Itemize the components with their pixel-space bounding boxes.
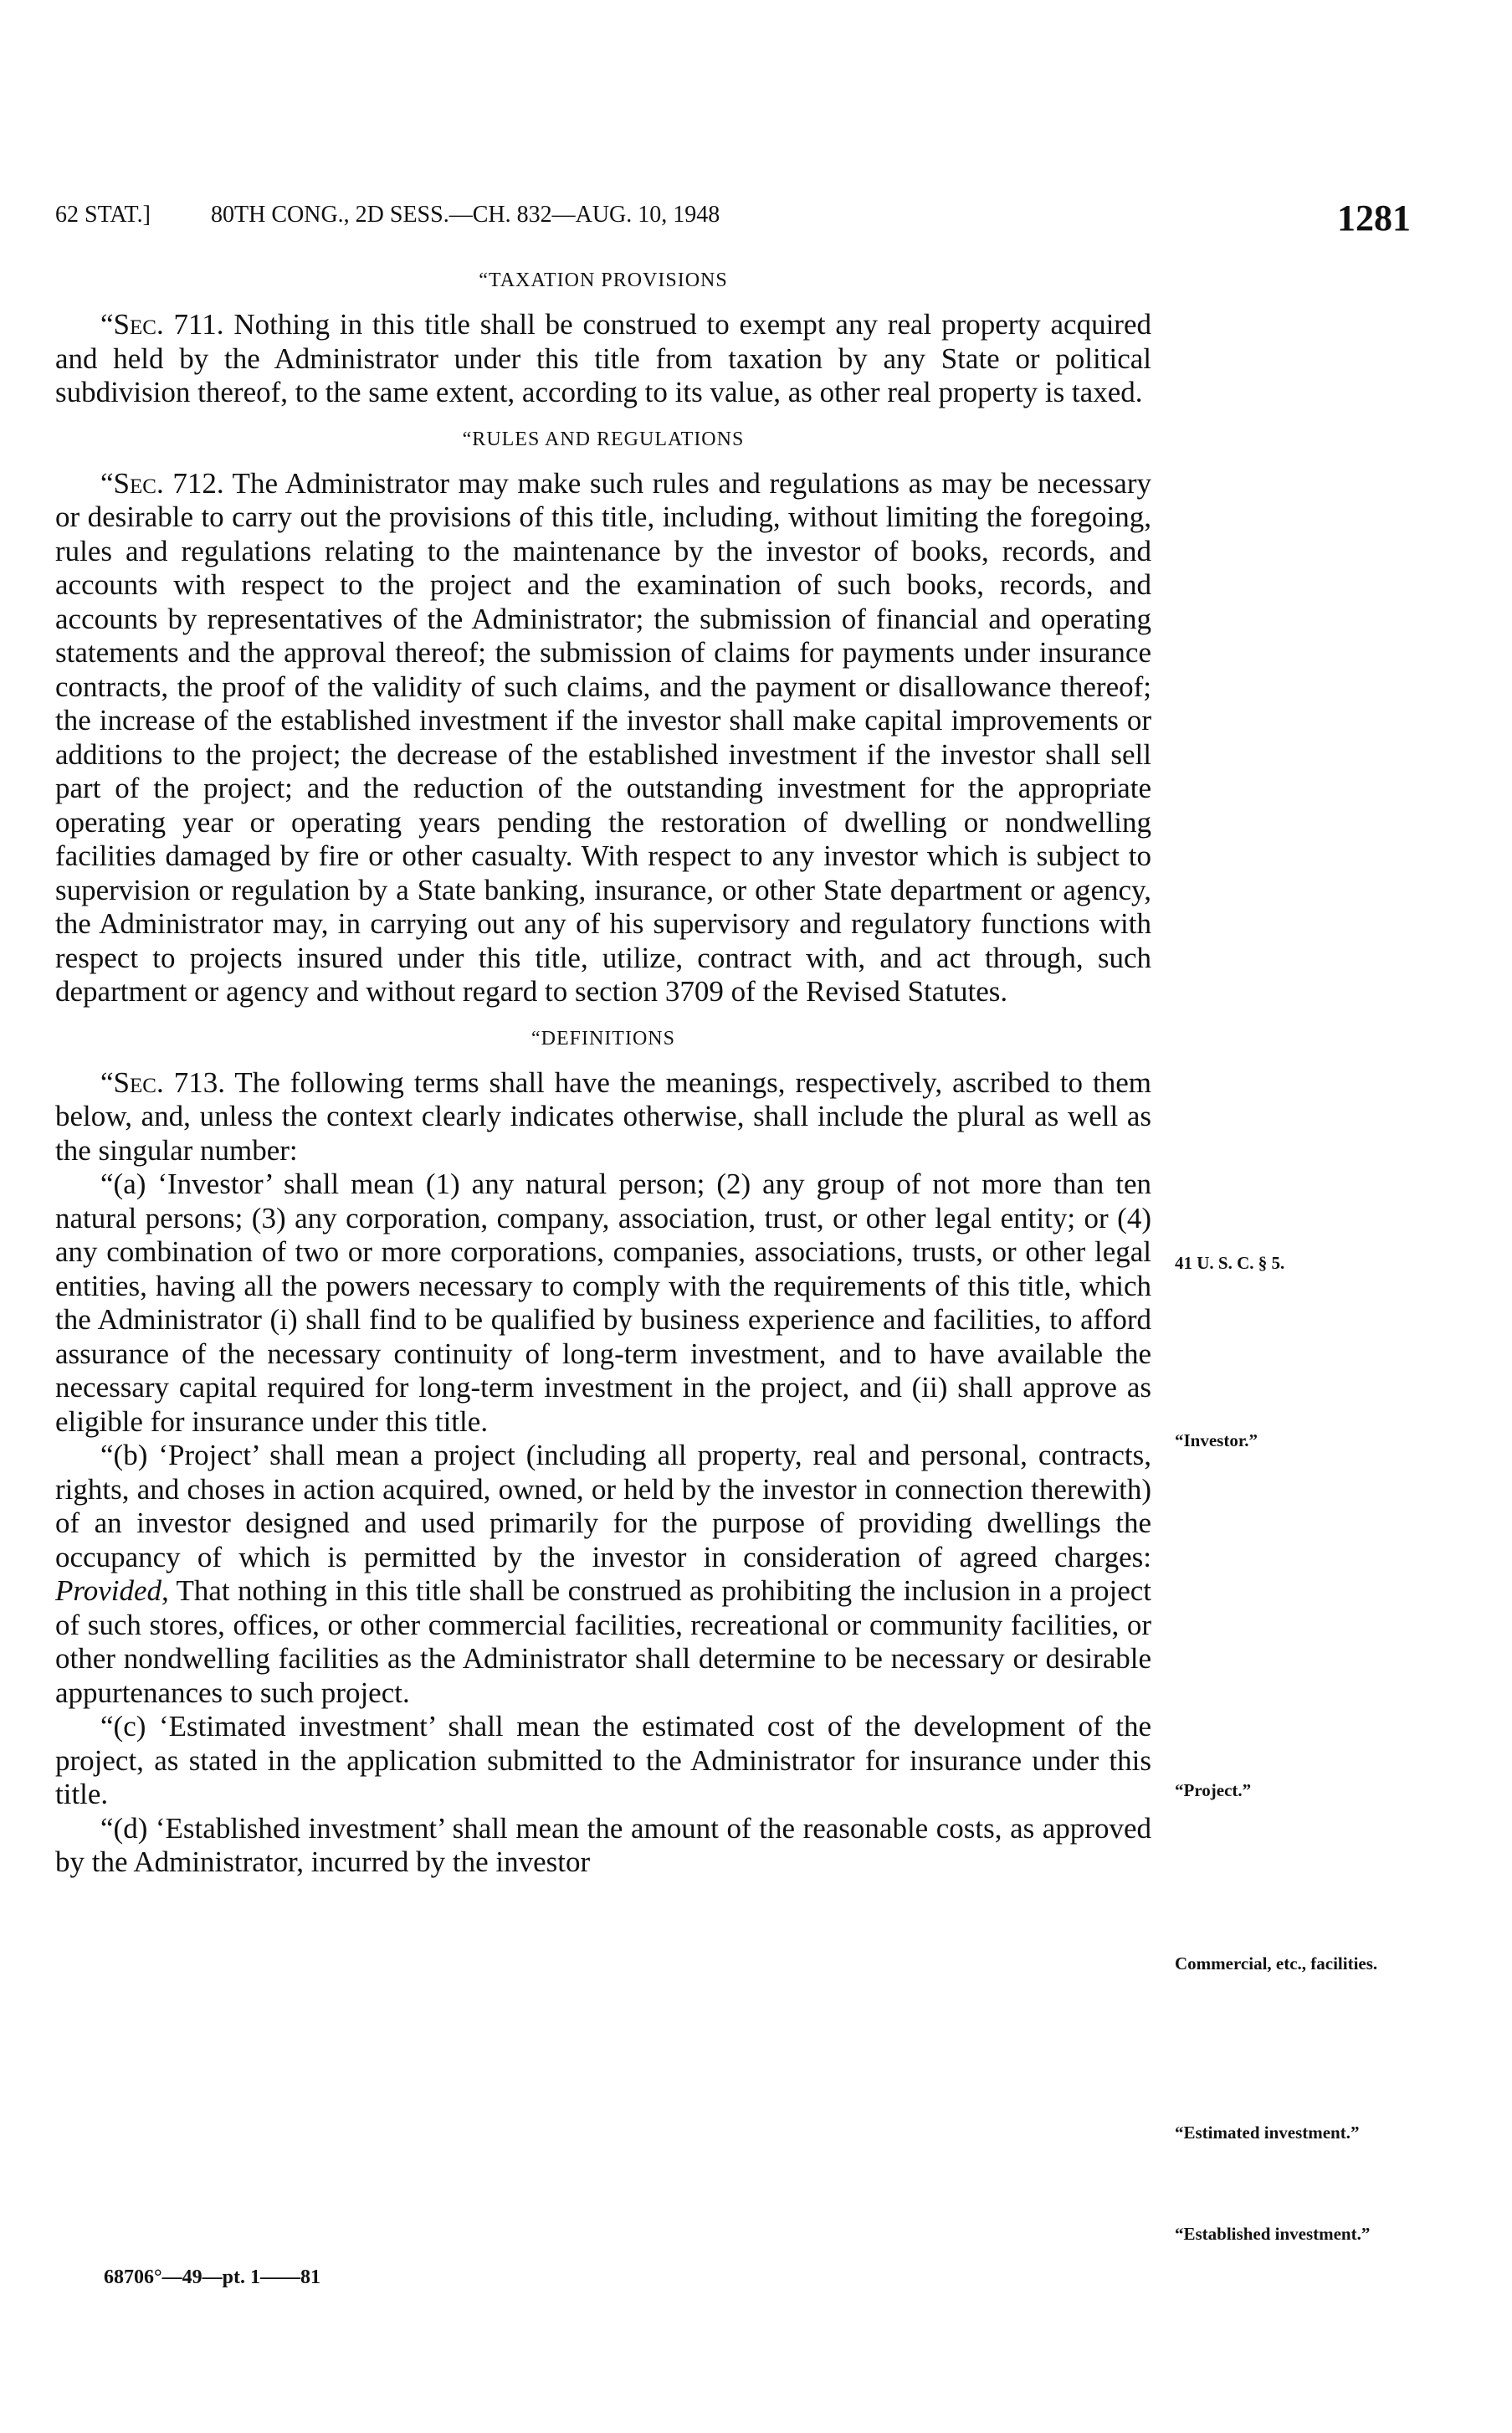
definition-a-investor: “(a) ‘Investor’ shall mean (1) any natural person; (2) any group of not more than ten natural persons; (3) any corporation, company, association, trust, or other legal entity; or (4) any combination of two or more corporations, companies, associations, trusts, or other legal entities, having all the powers necessary to comply with the requirements of this title, which the Administrator (i) shall find to be qualified by business experience and facilities, to afford assurance of the necessary continuity of long-term investment, and to have available the necessary capital required for long-term investment in the project, and (ii) shall approve as eligible for insurance under this title. xyxy=(55,1168,1151,1438)
margin-note-estimated-investment: “Estimated investment.” xyxy=(1175,2122,1360,2143)
session-chapter-date: 80TH CONG., 2D SESS.—CH. 832—AUG. 10, 1948 xyxy=(211,202,720,228)
heading-rules-and-regulations: “RULES AND REGULATIONS xyxy=(462,428,745,450)
section-712-lead: “Sec. xyxy=(100,466,164,500)
margin-note-established-investment: “Established investment.” xyxy=(1175,2224,1371,2244)
heading-definitions: “DEFINITIONS xyxy=(531,1027,675,1050)
section-711-text: 711. Nothing in this title shall be construed to exempt any real property acquired and held by the Administrator under this title from taxation by any State or political subdivision thereof, to the same extent, according to its value, as other real property is taxed. xyxy=(55,308,1151,408)
definition-c-estimated-investment: “(c) ‘Estimated investment’ shall mean the estimated cost of the development of the project, as stated in the application submitted to the Administrator for insurance under this title. xyxy=(55,1710,1151,1810)
definition-b-project xyxy=(55,1439,1151,1710)
definition-b-text-2: That nothing in this title shall be construed as prohibiting the inclusion in a project of such stores, offices, or other commercial facilities, recreational or community facilities, or other nondwelling facilities as the Administrator shall determine to be necessary or desirable appurtenances to such project. xyxy=(55,1574,1151,1709)
margin-note-commercial-facilities: Commercial, etc., facilities. xyxy=(1175,1953,1378,1974)
heading-taxation-provisions: “TAXATION PROVISIONS xyxy=(479,269,728,291)
main-text-column xyxy=(55,266,1151,1880)
page-number: 1281 xyxy=(1337,198,1411,239)
print-signature: 68706°—49—pt. 1——81 xyxy=(104,2266,320,2288)
section-712 xyxy=(55,467,1151,1009)
volume-reference: 62 STAT.] xyxy=(55,202,151,228)
section-713-text: 713. The following terms shall have the meanings, respectively, ascribed to them below, and, unless the context clearly indicates otherwise, shall include the plural as well as the singular number: xyxy=(55,1065,1151,1167)
margin-note-usc: 41 U. S. C. § 5. xyxy=(1175,1253,1285,1273)
definition-b-text-1: “(b) ‘Project’ shall mean a project (including all property, real and personal, contracts, rights, and choses in action acquired, owned, or held by the investor in connection therewith) of an investor designed and used primarily for the purpose of providing dwellings the occupancy of which is permitted by the investor in consideration of agreed charges: xyxy=(55,1439,1151,1573)
section-712-text: 712. The Administrator may make such rules and regulations as may be necessary or desirable to carry out the provisions of this title, including, without limiting the foregoing, rules and regulations relating to the maintenance by the investor of books, records, and accounts with respect to the project and the examination of such books, records, and accounts by representatives of the Administrator; the submission of financial and operating statements and the approval thereof; the submission of claims for payments under insurance contracts, the proof of the validity of such claims, and the payment or disallowance thereof; the increase of the established investment if the investor shall make capital improvements or additions to the project; the decrease of the established investment if the investor shall sell part of the project; and the reduction of the outstanding investment for the appropriate operating year or operating years pending the restoration of dwelling or nondwelling facilities damaged by fire or other casualty. With respect to any investor which is subject to supervision or regulation by a State banking, insurance, or other State department or agency, the Administrator may, in carrying out any of his supervisory and regulatory functions with respect to projects insured under this title, utilize, contract with, and act through, such department or agency and without regard to section 3709 of the Revised Statutes. xyxy=(55,466,1151,1008)
margin-note-project: “Project.” xyxy=(1175,1780,1252,1800)
section-711-lead: “Sec. xyxy=(100,308,164,341)
definition-d-established-investment: “(d) ‘Established investment’ shall mean the amount of the reasonable costs, as approved by the Administrator, incurred by the investor xyxy=(55,1811,1151,1878)
margin-note-investor: “Investor.” xyxy=(1175,1430,1258,1450)
provided-italic: Provided, xyxy=(55,1574,169,1607)
section-713-lead: “Sec. xyxy=(100,1065,164,1099)
section-711 xyxy=(55,308,1151,410)
running-header xyxy=(55,197,1411,239)
section-713 xyxy=(55,1066,1151,1168)
